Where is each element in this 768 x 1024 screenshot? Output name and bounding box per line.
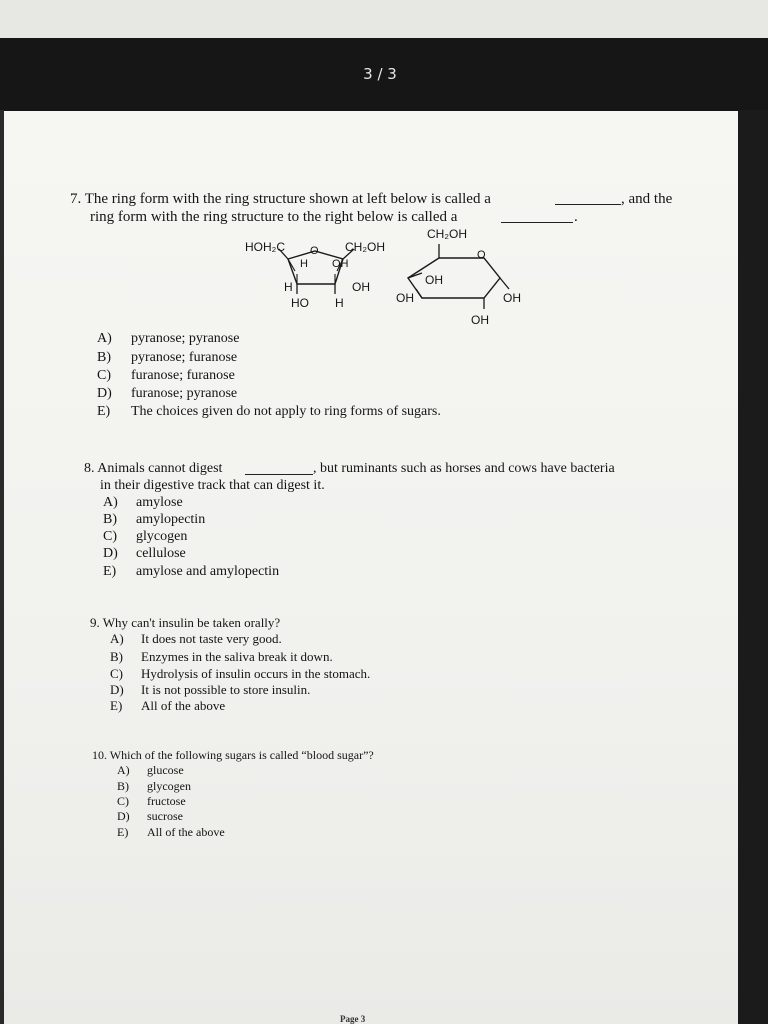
option-text: furanose; furanose (131, 368, 235, 383)
question-number: 10. (92, 748, 107, 762)
option-letter: E) (117, 825, 129, 839)
option-letter: B) (103, 512, 117, 527)
option-letter: A) (117, 763, 130, 777)
question-10-stem (92, 748, 374, 763)
option-text: pyranose; pyranose (131, 331, 240, 346)
question-text: The ring form with the ring structure shown at left below is called a (84, 191, 491, 207)
option-letter: B) (97, 350, 111, 365)
option-c (103, 528, 187, 545)
option-letter: E) (97, 404, 111, 419)
question-8-line-1 (84, 460, 222, 477)
question-text: Which of the following sugars is called “blood sugar”? (109, 748, 374, 762)
option-letter: D) (110, 682, 124, 697)
option-text: fructose (147, 794, 186, 808)
question-8-line-2: in their digestive track that can digest it. (100, 478, 325, 493)
option-d (117, 809, 183, 824)
label-ch2oh: CH₂OH (345, 240, 385, 254)
option-b (103, 511, 205, 528)
option-letter: C) (97, 368, 111, 383)
screen-top-edge (0, 0, 768, 40)
option-letter: D) (97, 386, 112, 401)
option-letter: C) (103, 529, 117, 544)
option-d (110, 682, 310, 698)
label-oh: OH (396, 291, 414, 305)
question-number: 8. (84, 461, 95, 476)
question-text: ring form with the ring structure to the right below is called a (90, 209, 458, 225)
option-d (97, 385, 237, 403)
option-letter: E) (103, 564, 117, 579)
option-a (117, 763, 184, 778)
option-c (117, 794, 186, 809)
option-text: amylose (136, 495, 183, 510)
option-a (103, 494, 183, 511)
option-letter: A) (103, 495, 118, 510)
option-text: All of the above (147, 825, 225, 839)
question-text-end: , and the (621, 191, 673, 207)
option-text: amylopectin (136, 512, 206, 527)
option-letter: B) (110, 649, 123, 664)
label-oh: OH (352, 280, 370, 294)
question-text: Animals cannot digest (97, 461, 223, 476)
answer-blank (245, 462, 313, 475)
question-number: 9. (90, 615, 100, 630)
label-oh: OH (503, 291, 521, 305)
screen-right-bezel (738, 110, 768, 1024)
option-text: glycogen (147, 779, 191, 793)
option-text: glucose (147, 763, 184, 777)
option-letter: C) (110, 666, 123, 681)
option-b (97, 349, 237, 367)
option-text: furanose; pyranose (131, 386, 238, 401)
page-indicator: 3 / 3 (363, 64, 397, 83)
option-text: cellulose (136, 546, 186, 561)
label-oh: OH (425, 273, 443, 287)
option-e (97, 403, 441, 421)
option-c (97, 367, 235, 385)
option-c (110, 666, 370, 682)
question-text-end: , but ruminants such as horses and cows have bacteria (313, 461, 615, 476)
option-letter: A) (97, 331, 112, 346)
question-text-end: . (574, 209, 578, 225)
label-ch2oh: CH₂OH (427, 227, 467, 241)
option-e (117, 825, 225, 840)
option-e (103, 563, 279, 580)
label-ring-oxygen: O (477, 249, 486, 261)
option-text: Enzymes in the saliva break it down. (141, 649, 333, 664)
question-number: 7. (70, 191, 82, 207)
viewer-top-bar (0, 38, 768, 111)
option-text: pyranose; furanose (131, 350, 238, 365)
ring-structure-drawing (4, 111, 738, 351)
option-text: All of the above (141, 698, 226, 713)
option-a (97, 330, 239, 348)
option-letter: D) (103, 546, 118, 561)
option-letter: B) (117, 779, 129, 793)
label-oh: OH (332, 258, 349, 270)
option-text: glycogen (136, 529, 188, 544)
option-d (103, 545, 186, 562)
option-letter: D) (117, 809, 130, 823)
option-b (117, 779, 191, 794)
option-text: It does not taste very good. (141, 631, 282, 646)
option-text: The choices given do not apply to ring forms of sugars. (131, 404, 441, 419)
option-text: amylose and amylopectin (136, 564, 280, 579)
option-letter: A) (110, 631, 124, 646)
document-page (4, 111, 738, 1024)
label-oh: OH (471, 313, 489, 327)
option-b (110, 649, 333, 665)
option-e (110, 698, 225, 714)
label-ring-oxygen: O (310, 245, 319, 257)
option-text: It is not possible to store insulin. (141, 682, 311, 697)
question-text: Why can't insulin be taken orally? (102, 615, 281, 630)
option-letter: E) (110, 698, 123, 713)
page-footer: Page 3 (340, 1014, 366, 1024)
option-text: Hydrolysis of insulin occurs in the stomach. (141, 666, 371, 681)
option-letter: C) (117, 794, 129, 808)
option-a (110, 631, 282, 647)
label-h: H (335, 296, 344, 310)
label-h: H (300, 258, 308, 270)
label-h: H (284, 280, 293, 294)
option-text: sucrose (147, 809, 183, 823)
label-hoh2c: HOH₂C (245, 240, 285, 254)
label-ho: HO (291, 296, 309, 310)
question-9-stem (90, 615, 280, 631)
